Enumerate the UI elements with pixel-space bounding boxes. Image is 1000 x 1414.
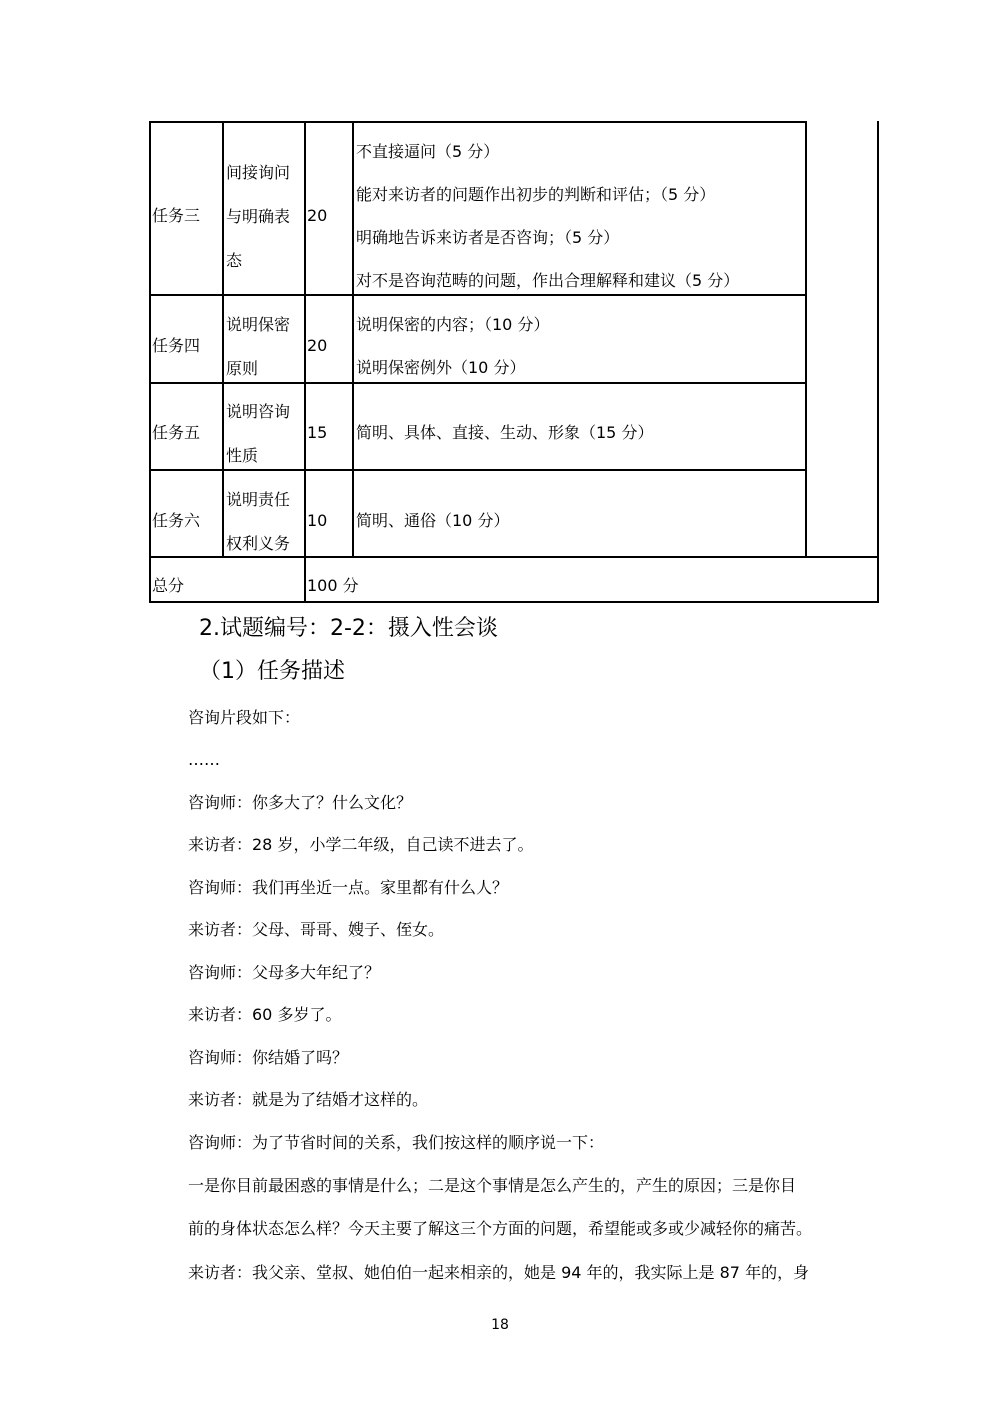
- paragraph-line: 前的身体状态怎么样？今天主要了解这三个方面的问题，希望能或多或少减轻你的痛苦。: [188, 1219, 813, 1238]
- section-subheading: （1）任务描述: [199, 659, 345, 684]
- table-row-task-label: 任务六: [152, 511, 201, 530]
- table-row-points: 10: [307, 511, 328, 530]
- table-row-criteria: 简明、具体、直接、生动、形象（15 分）: [356, 423, 654, 442]
- text-line: 来访者：就是为了结婚才这样的。: [188, 1090, 429, 1109]
- text-line: 来访者：父母、哥哥、嫂子、侄女。: [188, 920, 445, 939]
- table-total-label: 总分: [152, 576, 185, 595]
- scoring-table: [149, 121, 879, 603]
- text-line: 咨询片段如下：: [188, 708, 301, 727]
- table-row-task-label: 任务五: [152, 423, 201, 442]
- table-row-task-name: 说明保密 原则: [226, 315, 291, 378]
- text-line: 咨询师：父母多大年纪了？: [188, 963, 381, 982]
- table-row-points: 20: [307, 336, 328, 355]
- paragraph-line: 来访者：我父亲、堂叔、她伯伯一起来相亲的，她是 94 年的，我实际上是 87 年的，身: [188, 1263, 810, 1282]
- paragraph-line: 一是你目前最困惑的事情是什么；二是这个事情是怎么产生的，产生的原因；三是你目: [188, 1176, 797, 1195]
- table-row-task-name: 说明咨询 性质: [226, 402, 291, 465]
- page-number: 18: [491, 1317, 509, 1333]
- table-row-task-label: 任务三: [152, 206, 201, 225]
- text-line: 咨询师：我们再坐近一点。家里都有什么人？: [188, 878, 509, 897]
- table-row-criteria: 不直接逼问（5 分） 能对来访者的问题作出初步的判断和评估；（5 分） 明确地告诉来访者是否咨询；（5 分） 对不是咨询范畴的问题，作出合理解释和建议（5 分）: [356, 142, 740, 290]
- table-row-task-label: 任务四: [152, 336, 201, 355]
- text-line: 来访者：28 岁，小学二年级，自己读不进去了。: [188, 835, 534, 854]
- text-line: 来访者：60 多岁了。: [188, 1005, 342, 1024]
- section-heading: 2.试题编号：2-2：摄入性会谈: [199, 616, 498, 641]
- text-line: ……: [188, 750, 220, 769]
- table-row-criteria: 说明保密的内容；（10 分） 说明保密例外（10 分）: [356, 315, 550, 377]
- table-row-points: 15: [307, 423, 328, 442]
- text-line: 咨询师：你结婚了吗？: [188, 1048, 349, 1067]
- text-line: 咨询师：为了节省时间的关系，我们按这样的顺序说一下：: [188, 1133, 605, 1152]
- table-row-points: 20: [307, 206, 328, 225]
- table-row-task-name: 间接询问 与明确表 态: [226, 163, 291, 270]
- table-row-criteria: 简明、通俗（10 分）: [356, 511, 510, 530]
- text-line: 咨询师：你多大了？什么文化？: [188, 793, 413, 812]
- table-total-value: 100 分: [307, 576, 359, 595]
- table-row-task-name: 说明责任 权利义务: [226, 490, 291, 553]
